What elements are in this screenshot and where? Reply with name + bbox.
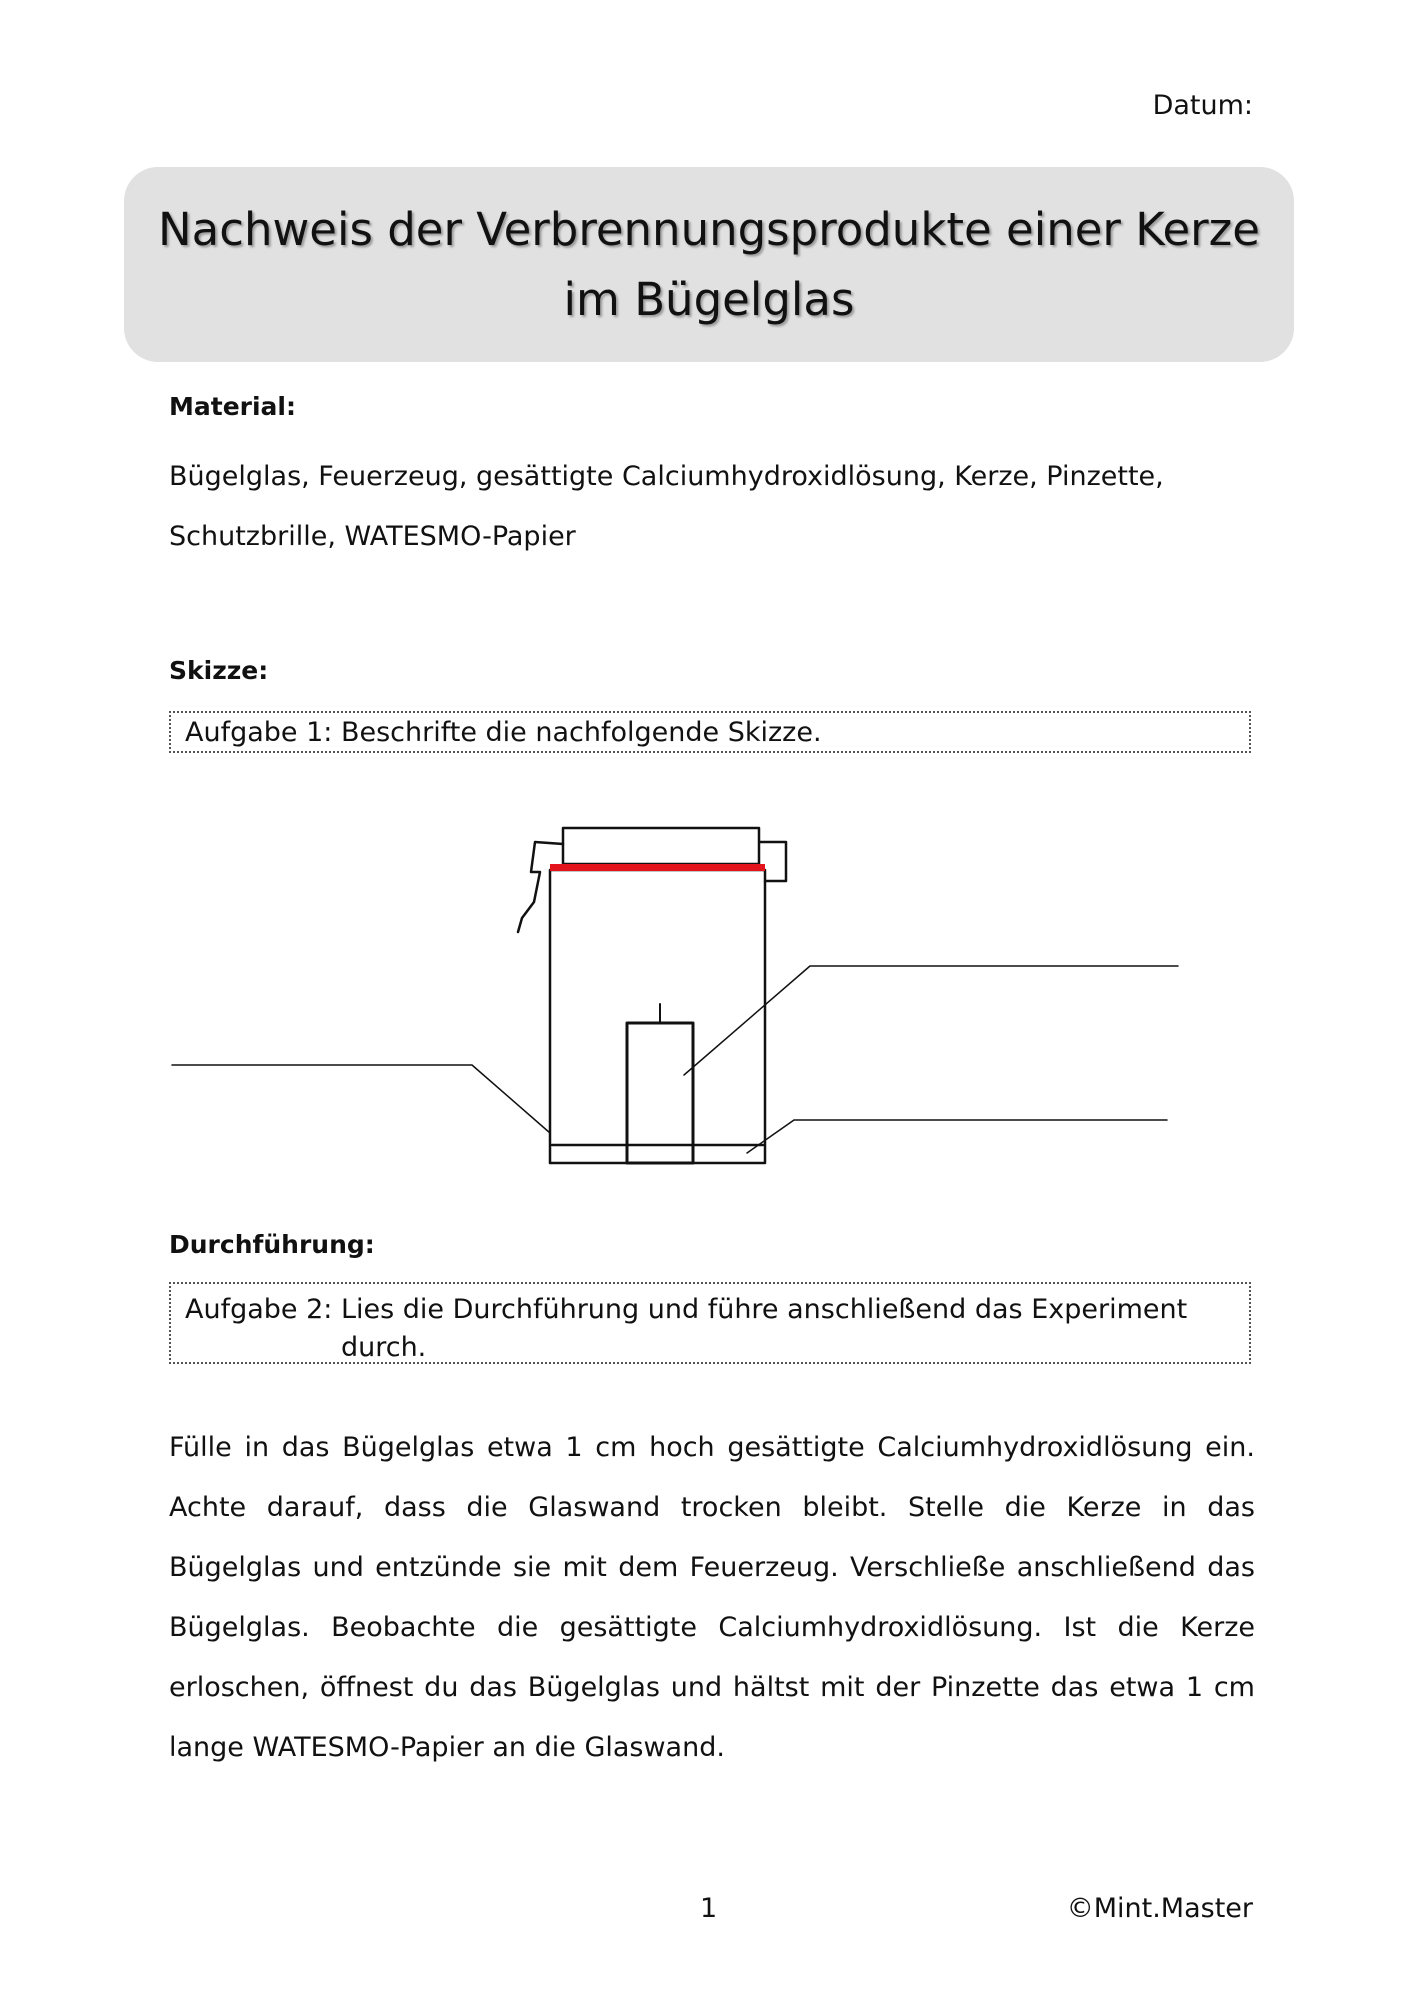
page-title	[158, 195, 1260, 335]
task-2-prefix: Aufgabe 2:	[185, 1294, 341, 1325]
procedure-text: Fülle in das Bügelglas etwa 1 cm hoch gesättigte Calciumhydroxidlösung ein. Achte darauf, dass die Glaswand trocken bleibt. Stelle die Kerze in das Bügelglas und entzünde sie mit dem Feuerzeug. Verschließe anschließend das Bügelglas. Beobachte die gesättigte Calciumhydroxidlösung. Ist die Kerze erloschen, öffnest du das Bügelglas und hältst mit der Pinzette das etwa 1 cm lange WATESMO-Papier an die Glaswand.	[169, 1432, 1255, 1763]
material-heading: Material:	[169, 392, 296, 421]
copyright: ©Mint.Master	[1066, 1893, 1253, 1924]
task-2-box	[169, 1282, 1251, 1364]
title-banner	[124, 167, 1294, 362]
page-number: 1	[700, 1893, 718, 1924]
title-line-2: im Bügelglas	[563, 272, 855, 326]
date-label: Datum:	[1152, 90, 1253, 121]
sketch-heading: Skizze:	[169, 656, 269, 685]
left-clamp-wire	[518, 842, 563, 932]
procedure-heading: Durchführung:	[169, 1230, 375, 1259]
red-seal-ring	[550, 864, 765, 871]
bell-jar-sketch	[160, 800, 1200, 1170]
label-line-candle	[684, 966, 1178, 1075]
jar-body	[550, 870, 765, 1163]
task-1-text: Beschrifte die nachfolgende Skizze.	[340, 717, 822, 748]
material-list: Bügelglas, Feuerzeug, gesättigte Calciumhydroxidlösung, Kerze, Pinzette, Schutzbrille, WATESMO-Papier	[169, 461, 1164, 552]
candle	[627, 1023, 693, 1163]
jar-lid	[563, 828, 759, 864]
label-line-jar-wall	[172, 1065, 550, 1133]
label-line-solution	[747, 1120, 1167, 1153]
task-2-text: Lies die Durchführung und führe anschließend das Experiment durch.	[340, 1294, 1188, 1363]
task-1-prefix: Aufgabe 1:	[185, 717, 341, 748]
task-1-box	[169, 711, 1251, 753]
title-line-1: Nachweis der Verbrennungsprodukte einer Kerze	[158, 202, 1260, 256]
